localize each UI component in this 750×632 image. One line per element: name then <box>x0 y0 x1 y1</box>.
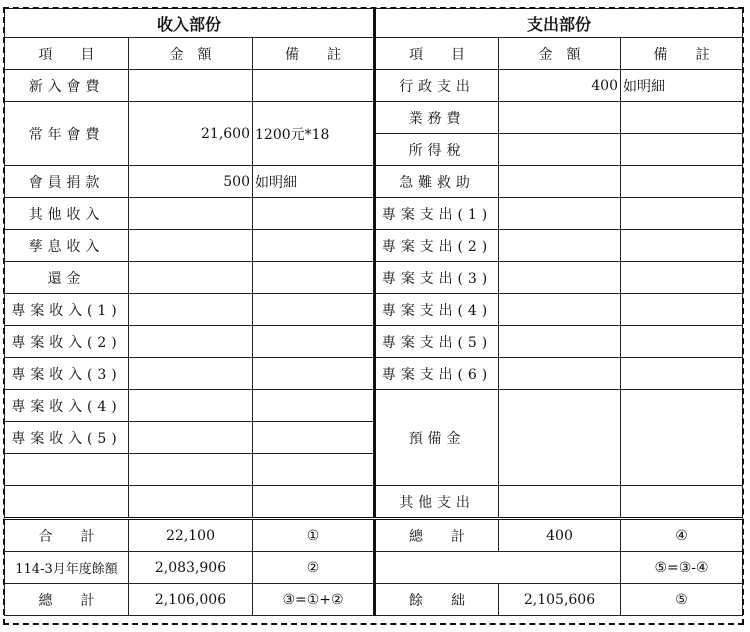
expense-amount <box>499 230 621 262</box>
income-item: 還金 <box>5 262 129 294</box>
income-empty-cell <box>5 486 129 519</box>
expense-note <box>621 326 743 358</box>
income-item: 專案收入(1) <box>5 294 129 326</box>
income-note <box>253 198 375 230</box>
expense-note <box>621 262 743 294</box>
income-note: 1200元*18 <box>253 102 375 166</box>
expense-item: 所得稅 <box>375 134 499 166</box>
expense-item: 專案支出(4) <box>375 294 499 326</box>
income-item: 其他收入 <box>5 198 129 230</box>
expense-note <box>621 358 743 390</box>
expense-total-label: 總 計 <box>375 519 499 552</box>
income-empty-cell <box>5 454 129 486</box>
income-amount <box>129 358 253 390</box>
income-grand-total-amount: 2,106,006 <box>129 584 253 616</box>
income-amount: 500 <box>129 166 253 198</box>
income-amount <box>129 390 253 422</box>
income-note <box>253 262 375 294</box>
income-item: 新入會費 <box>5 70 129 102</box>
income-grand-total-note: ③=①+② <box>253 584 375 616</box>
income-header-item: 項 目 <box>5 38 129 70</box>
expense-note <box>621 198 743 230</box>
income-note <box>253 390 375 422</box>
expense-amount <box>499 102 621 134</box>
income-note <box>253 230 375 262</box>
expense-item: 專案支出(3) <box>375 262 499 294</box>
expense-item: 專案支出(2) <box>375 230 499 262</box>
income-amount <box>129 326 253 358</box>
expense-amount <box>499 166 621 198</box>
income-item: 會員捐款 <box>5 166 129 198</box>
expense-section-title: 支出部份 <box>375 9 743 38</box>
expense-item: 專案支出(1) <box>375 198 499 230</box>
expense-header-note: 備 註 <box>621 38 743 70</box>
income-empty-cell <box>253 486 375 519</box>
income-item: 孳息收入 <box>5 230 129 262</box>
income-total-note: ① <box>253 519 375 552</box>
expense-item: 專案支出(6) <box>375 358 499 390</box>
expense-item: 預備金 <box>375 390 499 486</box>
income-note <box>253 70 375 102</box>
income-header-note: 備 註 <box>253 38 375 70</box>
expense-item: 專案支出(5) <box>375 326 499 358</box>
surplus-note: ⑤ <box>621 584 743 616</box>
income-item: 常年會費 <box>5 102 129 166</box>
expense-item: 行政支出 <box>375 70 499 102</box>
income-grand-total-label: 總 計 <box>5 584 129 616</box>
expense-note <box>621 134 743 166</box>
income-amount <box>129 422 253 454</box>
income-note <box>253 358 375 390</box>
income-amount <box>129 198 253 230</box>
expense-note <box>621 102 743 134</box>
expense-amount <box>499 134 621 166</box>
income-balance-label: 114-3月年度餘額 <box>5 552 129 584</box>
expense-item: 急難救助 <box>375 166 499 198</box>
income-note: 如明細 <box>253 166 375 198</box>
expense-item: 其他支出 <box>375 486 499 519</box>
expense-item: 業務費 <box>375 102 499 134</box>
expense-total-note: ④ <box>621 519 743 552</box>
income-empty-cell <box>129 454 253 486</box>
surplus-label: 餘 絀 <box>375 584 499 616</box>
income-section-title: 收入部份 <box>5 9 375 38</box>
expense-balance-note: ⑤=③-④ <box>621 552 743 584</box>
expense-note <box>621 230 743 262</box>
expense-balance-label <box>375 552 621 584</box>
income-note <box>253 422 375 454</box>
expense-amount <box>499 390 621 486</box>
income-total-label: 合 計 <box>5 519 129 552</box>
expense-amount: 400 <box>499 70 621 102</box>
surplus-amount: 2,105,606 <box>499 584 621 616</box>
income-item: 專案收入(3) <box>5 358 129 390</box>
income-empty-cell <box>129 486 253 519</box>
income-expense-table <box>4 8 743 616</box>
expense-amount <box>499 294 621 326</box>
income-amount <box>129 70 253 102</box>
expense-note <box>621 486 743 519</box>
expense-header-item: 項 目 <box>375 38 499 70</box>
expense-amount <box>499 358 621 390</box>
income-amount: 21,600 <box>129 102 253 166</box>
income-note <box>253 326 375 358</box>
income-item: 專案收入(2) <box>5 326 129 358</box>
income-item: 專案收入(5) <box>5 422 129 454</box>
expense-note <box>621 294 743 326</box>
income-item: 專案收入(4) <box>5 390 129 422</box>
income-amount <box>129 262 253 294</box>
income-total-amount: 22,100 <box>129 519 253 552</box>
income-empty-cell <box>253 454 375 486</box>
expense-header-amount: 金 額 <box>499 38 621 70</box>
income-amount <box>129 230 253 262</box>
expense-note <box>621 166 743 198</box>
expense-total-amount: 400 <box>499 519 621 552</box>
income-note <box>253 294 375 326</box>
expense-note <box>621 390 743 486</box>
expense-amount <box>499 486 621 519</box>
income-balance-note: ② <box>253 552 375 584</box>
expense-amount <box>499 198 621 230</box>
financial-statement-sheet <box>4 8 743 616</box>
income-header-amount: 金 額 <box>129 38 253 70</box>
income-balance-amount: 2,083,906 <box>129 552 253 584</box>
expense-amount <box>499 262 621 294</box>
expense-note: 如明細 <box>621 70 743 102</box>
expense-amount <box>499 326 621 358</box>
income-amount <box>129 294 253 326</box>
